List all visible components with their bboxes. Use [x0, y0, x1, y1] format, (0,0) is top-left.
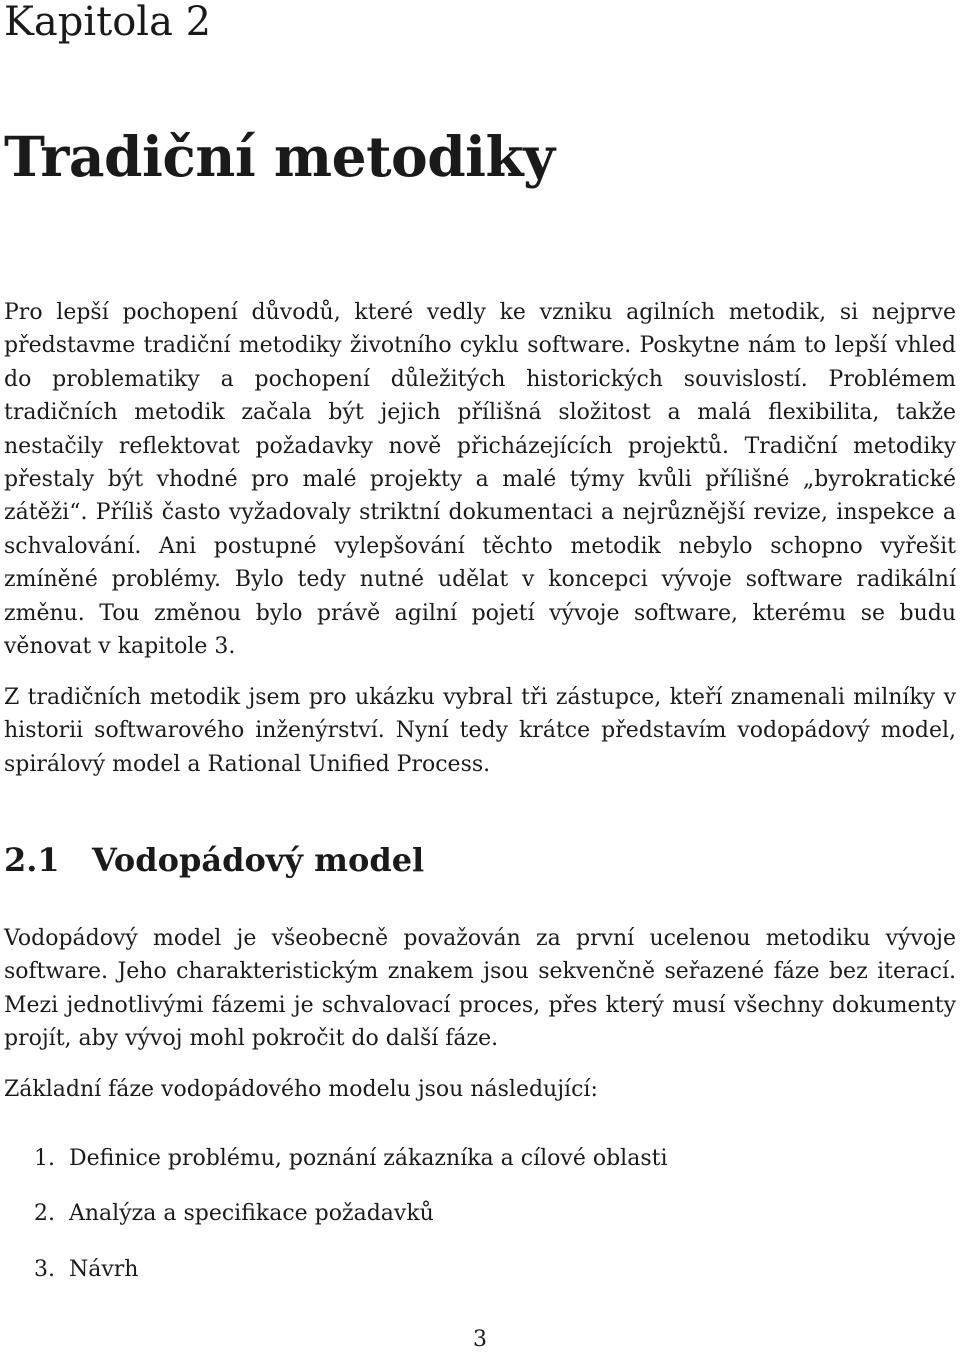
list-item-number: 3.	[34, 1257, 55, 1282]
section-paragraph-2: Základní fáze vodopádového modelu jsou následující:	[4, 1077, 598, 1102]
section-title: Vodopádový model	[92, 841, 425, 879]
list-item-text: Definice problému, poznání zákazníka a cílové oblasti	[69, 1146, 668, 1171]
intro-paragraph-1: Pro lepší pochopení důvodů, které vedly ke vzniku agilních metodik, si nejprve představme tradiční metodiky životního cyklu software. Poskytne nám to lepší vhled do problematiky a pochopení důležitých historických souvislostí. Problémem tradičních metodik začala být jejich přílišná složitost a malá flexibilita, takže nestačily reflektovat požadavky nově přicházejících projektů. Tradiční metodiky přestaly být vhodné pro malé projekty a malé týmy kvůli přílišné „byrokratické zátěži“. Příliš často vyžadovaly striktní dokumentaci a nejrůznější revize, inspekce a schvalování. Ani postupné vylepšování těchto metodik nebylo schopno vyřešit zmíněné problémy. Bylo tedy nutné udělat v koncepci vývoje software radikální změnu. Tou změnou bylo právě agilní pojetí vývoje software, kterému se budu věnovat v kapitole 3.	[4, 300, 956, 660]
list-item-number: 1.	[34, 1146, 55, 1171]
page-number: 3	[473, 1327, 487, 1352]
list-item-number: 2.	[34, 1201, 55, 1226]
chapter-label: Kapitola 2	[4, 0, 212, 45]
section-number: 2.1	[4, 841, 60, 879]
list-item-text: Analýza a specifikace požadavků	[69, 1201, 434, 1226]
intro-paragraph-2: Z tradičních metodik jsem pro ukázku vybral tři zástupce, kteří znamenali milníky v historii softwarového inženýrství. Nyní tedy krátce představím vodopádový model, spirálový model a Rational Unified Process.	[4, 685, 956, 777]
section-heading	[4, 836, 424, 884]
chapter-title: Tradiční metodiky	[4, 124, 555, 189]
list-item-text: Návrh	[69, 1257, 139, 1282]
section-paragraph-1: Vodopádový model je všeobecně považován za první ucelenou metodiku vývoje software. Jeho charakteristickým znakem jsou sekvenčně seřazené fáze bez iterací. Mezi jednotlivými fázemi je schvalovací proces, přes který musí všechny dokumenty projít, aby vývoj mohl pokročit do další fáze.	[4, 926, 956, 1052]
